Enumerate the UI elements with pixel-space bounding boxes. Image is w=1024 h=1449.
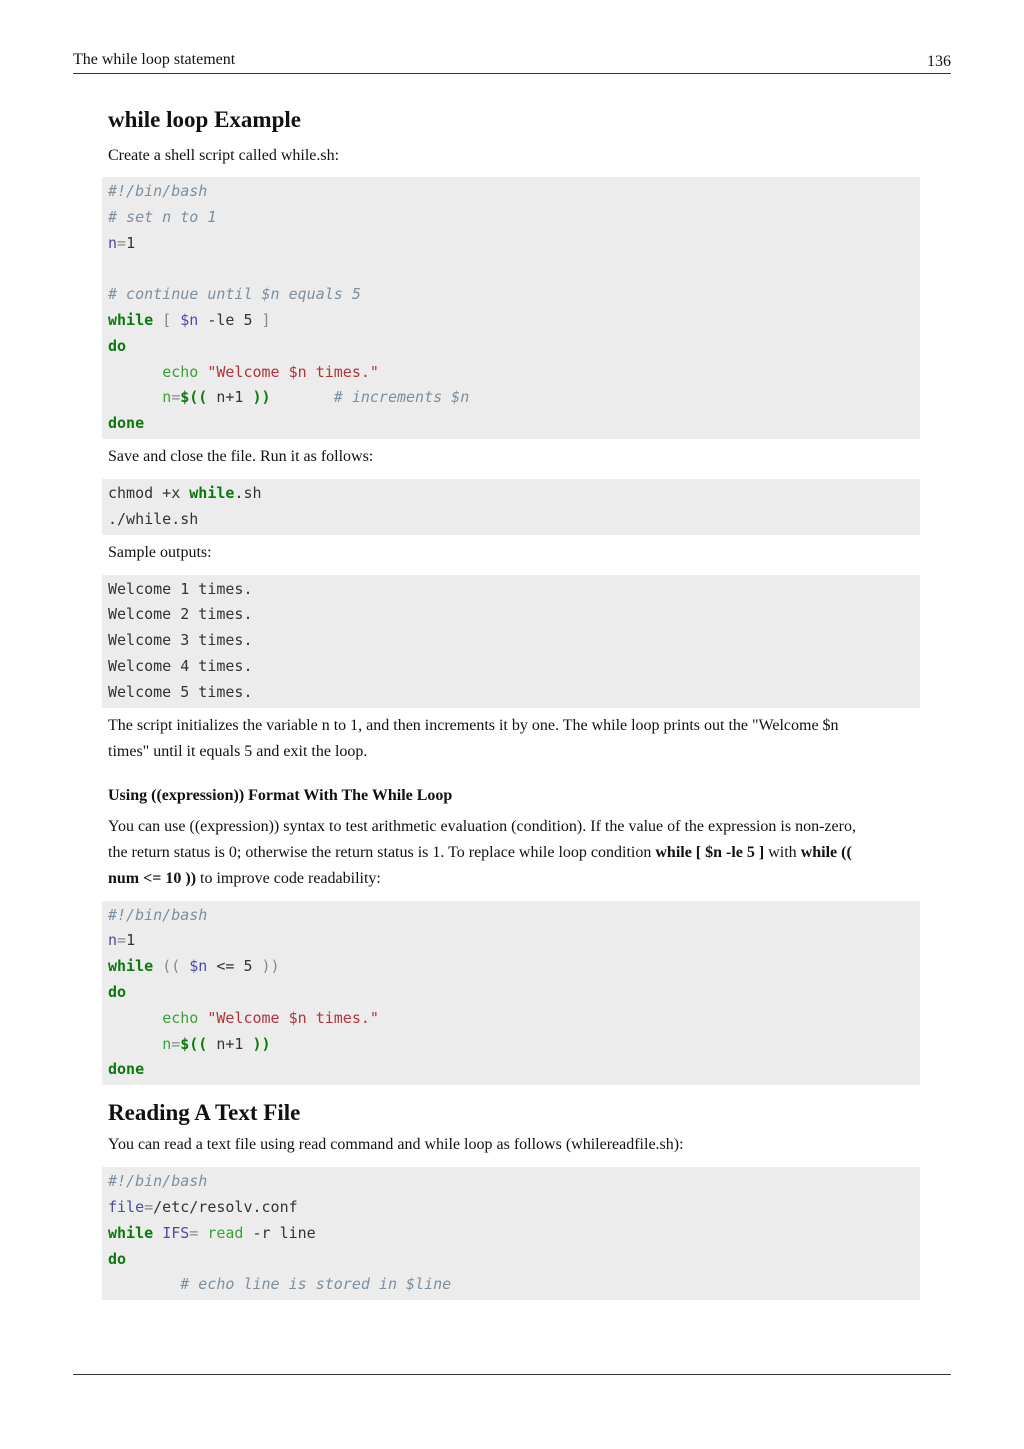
- running-header-title: The while loop statement: [73, 51, 236, 68]
- code-block-run-commands: chmod +x while.sh ./while.sh: [102, 479, 920, 535]
- reading-intro-paragraph: You can read a text file using read command and while loop as follows (whilereadfile.sh):: [108, 1136, 684, 1154]
- subsection-heading-expression-format: Using ((expression)) Format With The While Loop: [108, 786, 453, 804]
- page-content: [108, 105, 920, 1300]
- expression-paragraph: You can use ((expression)) syntax to test arithmetic evaluation (condition). If the value of the expression is non-zero, the return status is 0; otherwise the return status is 1. To replace while loop condition while [ $n -le 5 ] with while (( num <= 10 )) to improve code readability:: [108, 817, 856, 887]
- code-block-sample-output: Welcome 1 times. Welcome 2 times. Welcome 3 times. Welcome 4 times. Welcome 5 times.: [102, 575, 920, 708]
- code-block-while-sh: #!/bin/bash # set n to 1 n=1 # continue until $n equals 5 while [ $n -le 5 ] do echo "Welcome $n times." n=$(( n+1 )) # increments $n done: [102, 177, 920, 439]
- footer-rule: [73, 1374, 951, 1375]
- intro-paragraph: Create a shell script called while.sh:: [108, 147, 340, 164]
- running-header: [73, 51, 951, 74]
- section-heading-reading-text-file: Reading A Text File: [108, 1100, 301, 1126]
- run-instructions: Save and close the file. Run it as follows:: [108, 447, 374, 465]
- code-block-expression-loop: #!/bin/bash n=1 while (( $n <= 5 )) do echo "Welcome $n times." n=$(( n+1 )) done: [102, 901, 920, 1086]
- explanation-paragraph: The script initializes the variable n to 1, and then increments it by one. The while loop prints out the "Welcome $n times" until it equals 5 and exit the loop.: [108, 716, 839, 760]
- page-number: 136: [927, 53, 951, 70]
- code-block-whilereadfile: #!/bin/bash file=/etc/resolv.conf while IFS= read -r line do # echo line is stored in $line: [102, 1167, 920, 1300]
- section-heading-while-example: while loop Example: [108, 107, 301, 132]
- sample-outputs-label: Sample outputs:: [108, 543, 212, 561]
